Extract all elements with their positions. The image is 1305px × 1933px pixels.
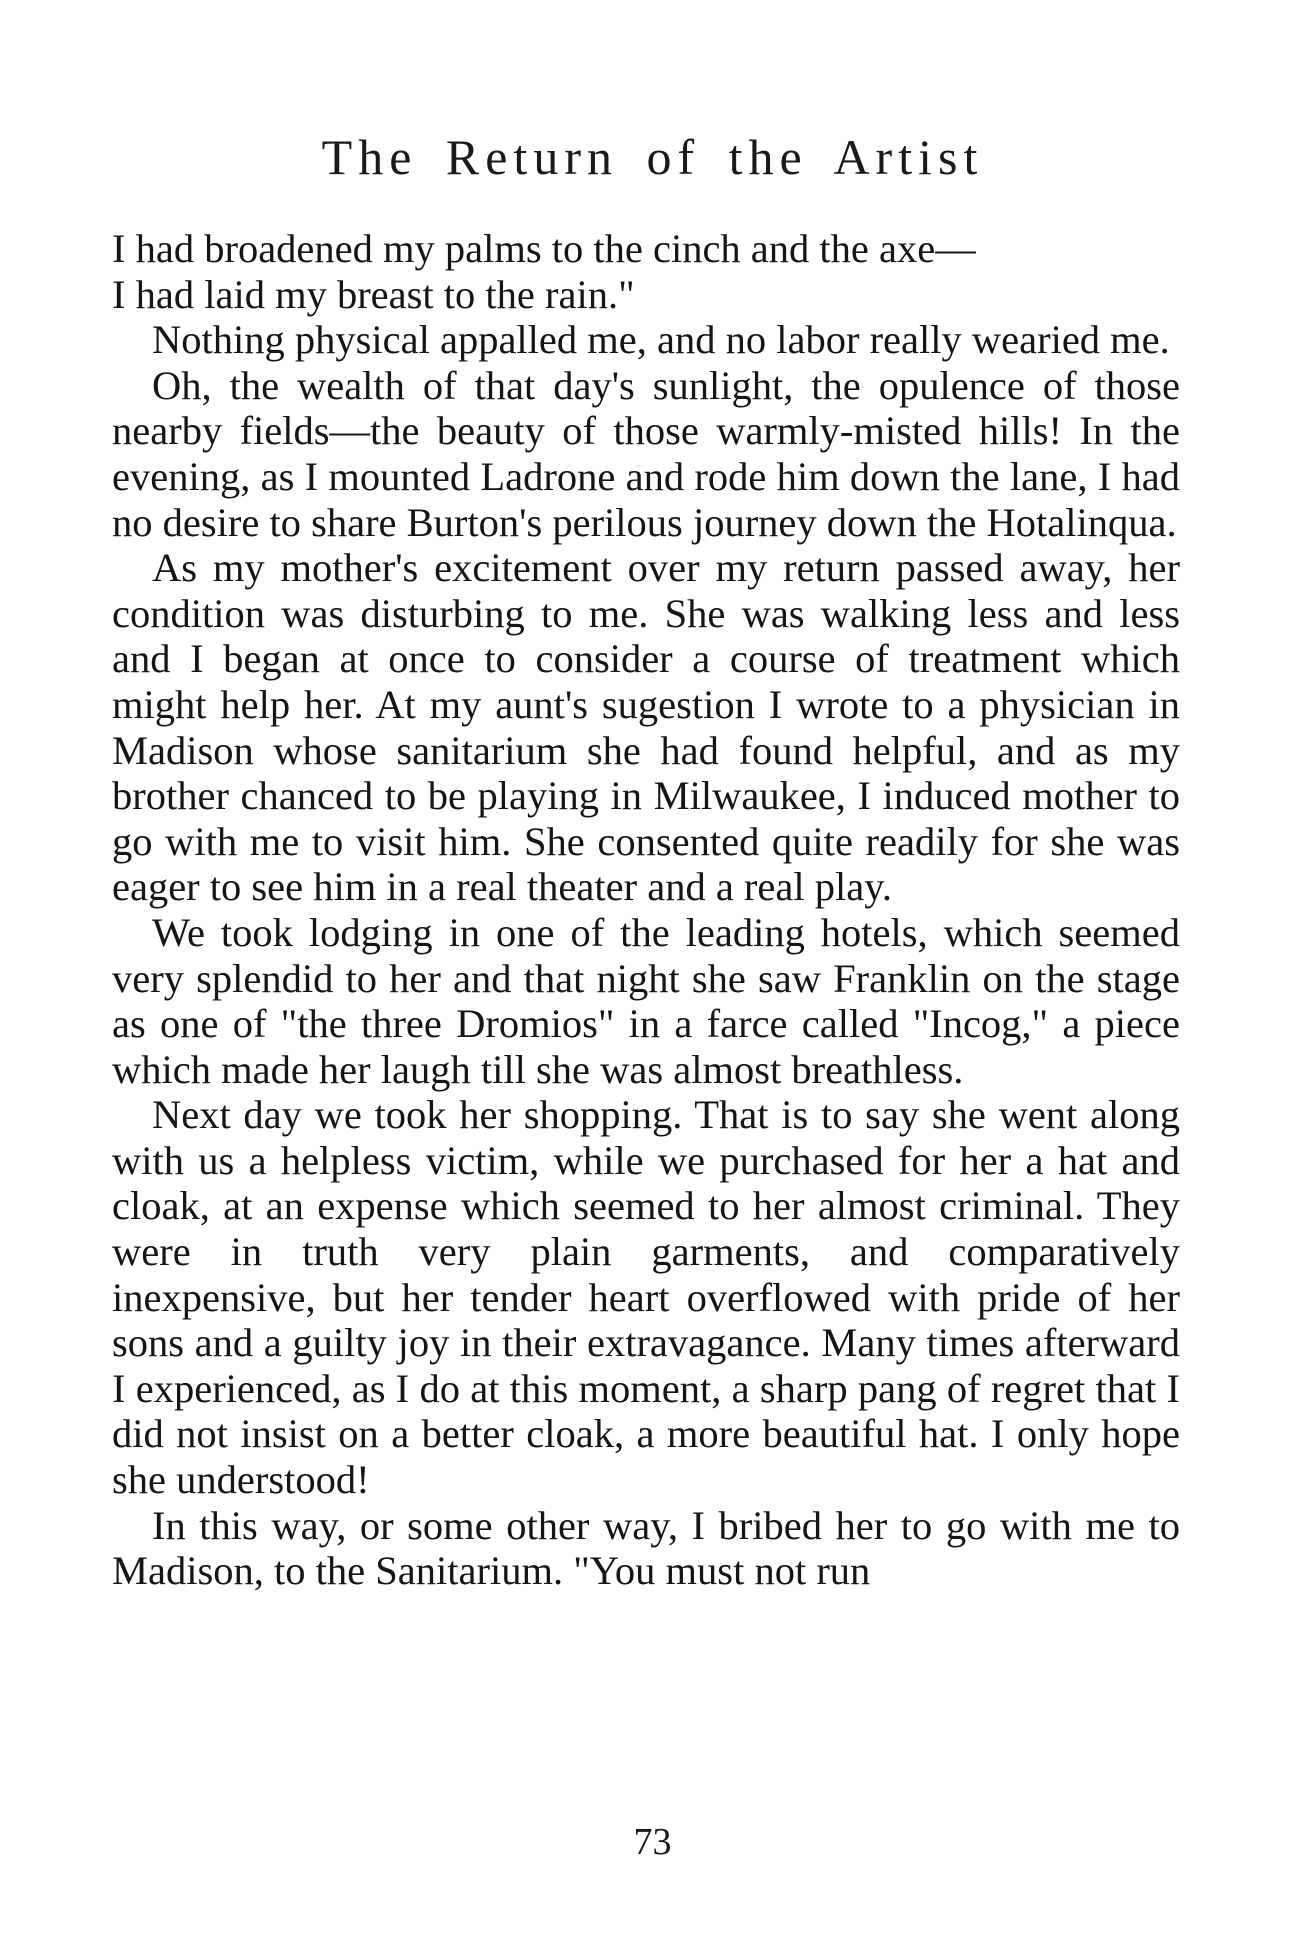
paragraph: Oh, the wealth of that day's sunlight, the opulence of those nearby fields—the beauty of those warmly-misted hills! In the evening, as I mounted Ladrone and rode him down the lane, I had no desire to share Burton's perilous journey down the Hotalinqua. [112,362,1180,545]
page-number: 73 [633,1821,672,1863]
verse-quote [112,226,1180,317]
verse-line: I had laid my breast to the rain." [112,271,635,317]
body-text [112,226,1180,1594]
paragraph: We took lodging in one of the leading hotels, which seemed very splendid to her and that night she saw Franklin on the stage as one of "the three Dromios" in a farce called "Incog," a piece which made her laugh till she was almost breathless. [112,909,1180,1092]
verse-line: I had broadened my palms to the cinch and the axe— [112,226,976,271]
running-head: The Return of the Artist [321,129,984,185]
paragraph: Nothing physical appalled me, and no labor really wearied me. [152,317,1170,363]
paragraph: Next day we took her shopping. That is to say she went along with us a helpless victim, while we purchased for her a hat and cloak, at an expense which seemed to her almost criminal. They were in truth very plain garments, and comparatively inexpensive, but her tender heart overflowed with pride of her sons and a guilty joy in their extravagance. Many times afterward I experienced, as I do at this moment, a sharp pang of regret that I did not insist on a better cloak, a more beautiful hat. I only hope she understood! [112,1092,1180,1503]
paragraph: As my mother's excitement over my return passed away, her condition was disturbing to me. She was walking less and less and I began at once to consider a course of treatment which might help her. At my aunt's sugestion I wrote to a physician in Madison whose sanitarium she had found helpful, and as my brother chanced to be playing in Milwaukee, I induced mother to go with me to visit him. She consented quite readily for she was eager to see him in a real theater and a real play. [112,545,1180,910]
paragraph: In this way, or some other way, I bribed her to go with me to Madison, to the Sanitarium. "You must not run [112,1502,1180,1594]
